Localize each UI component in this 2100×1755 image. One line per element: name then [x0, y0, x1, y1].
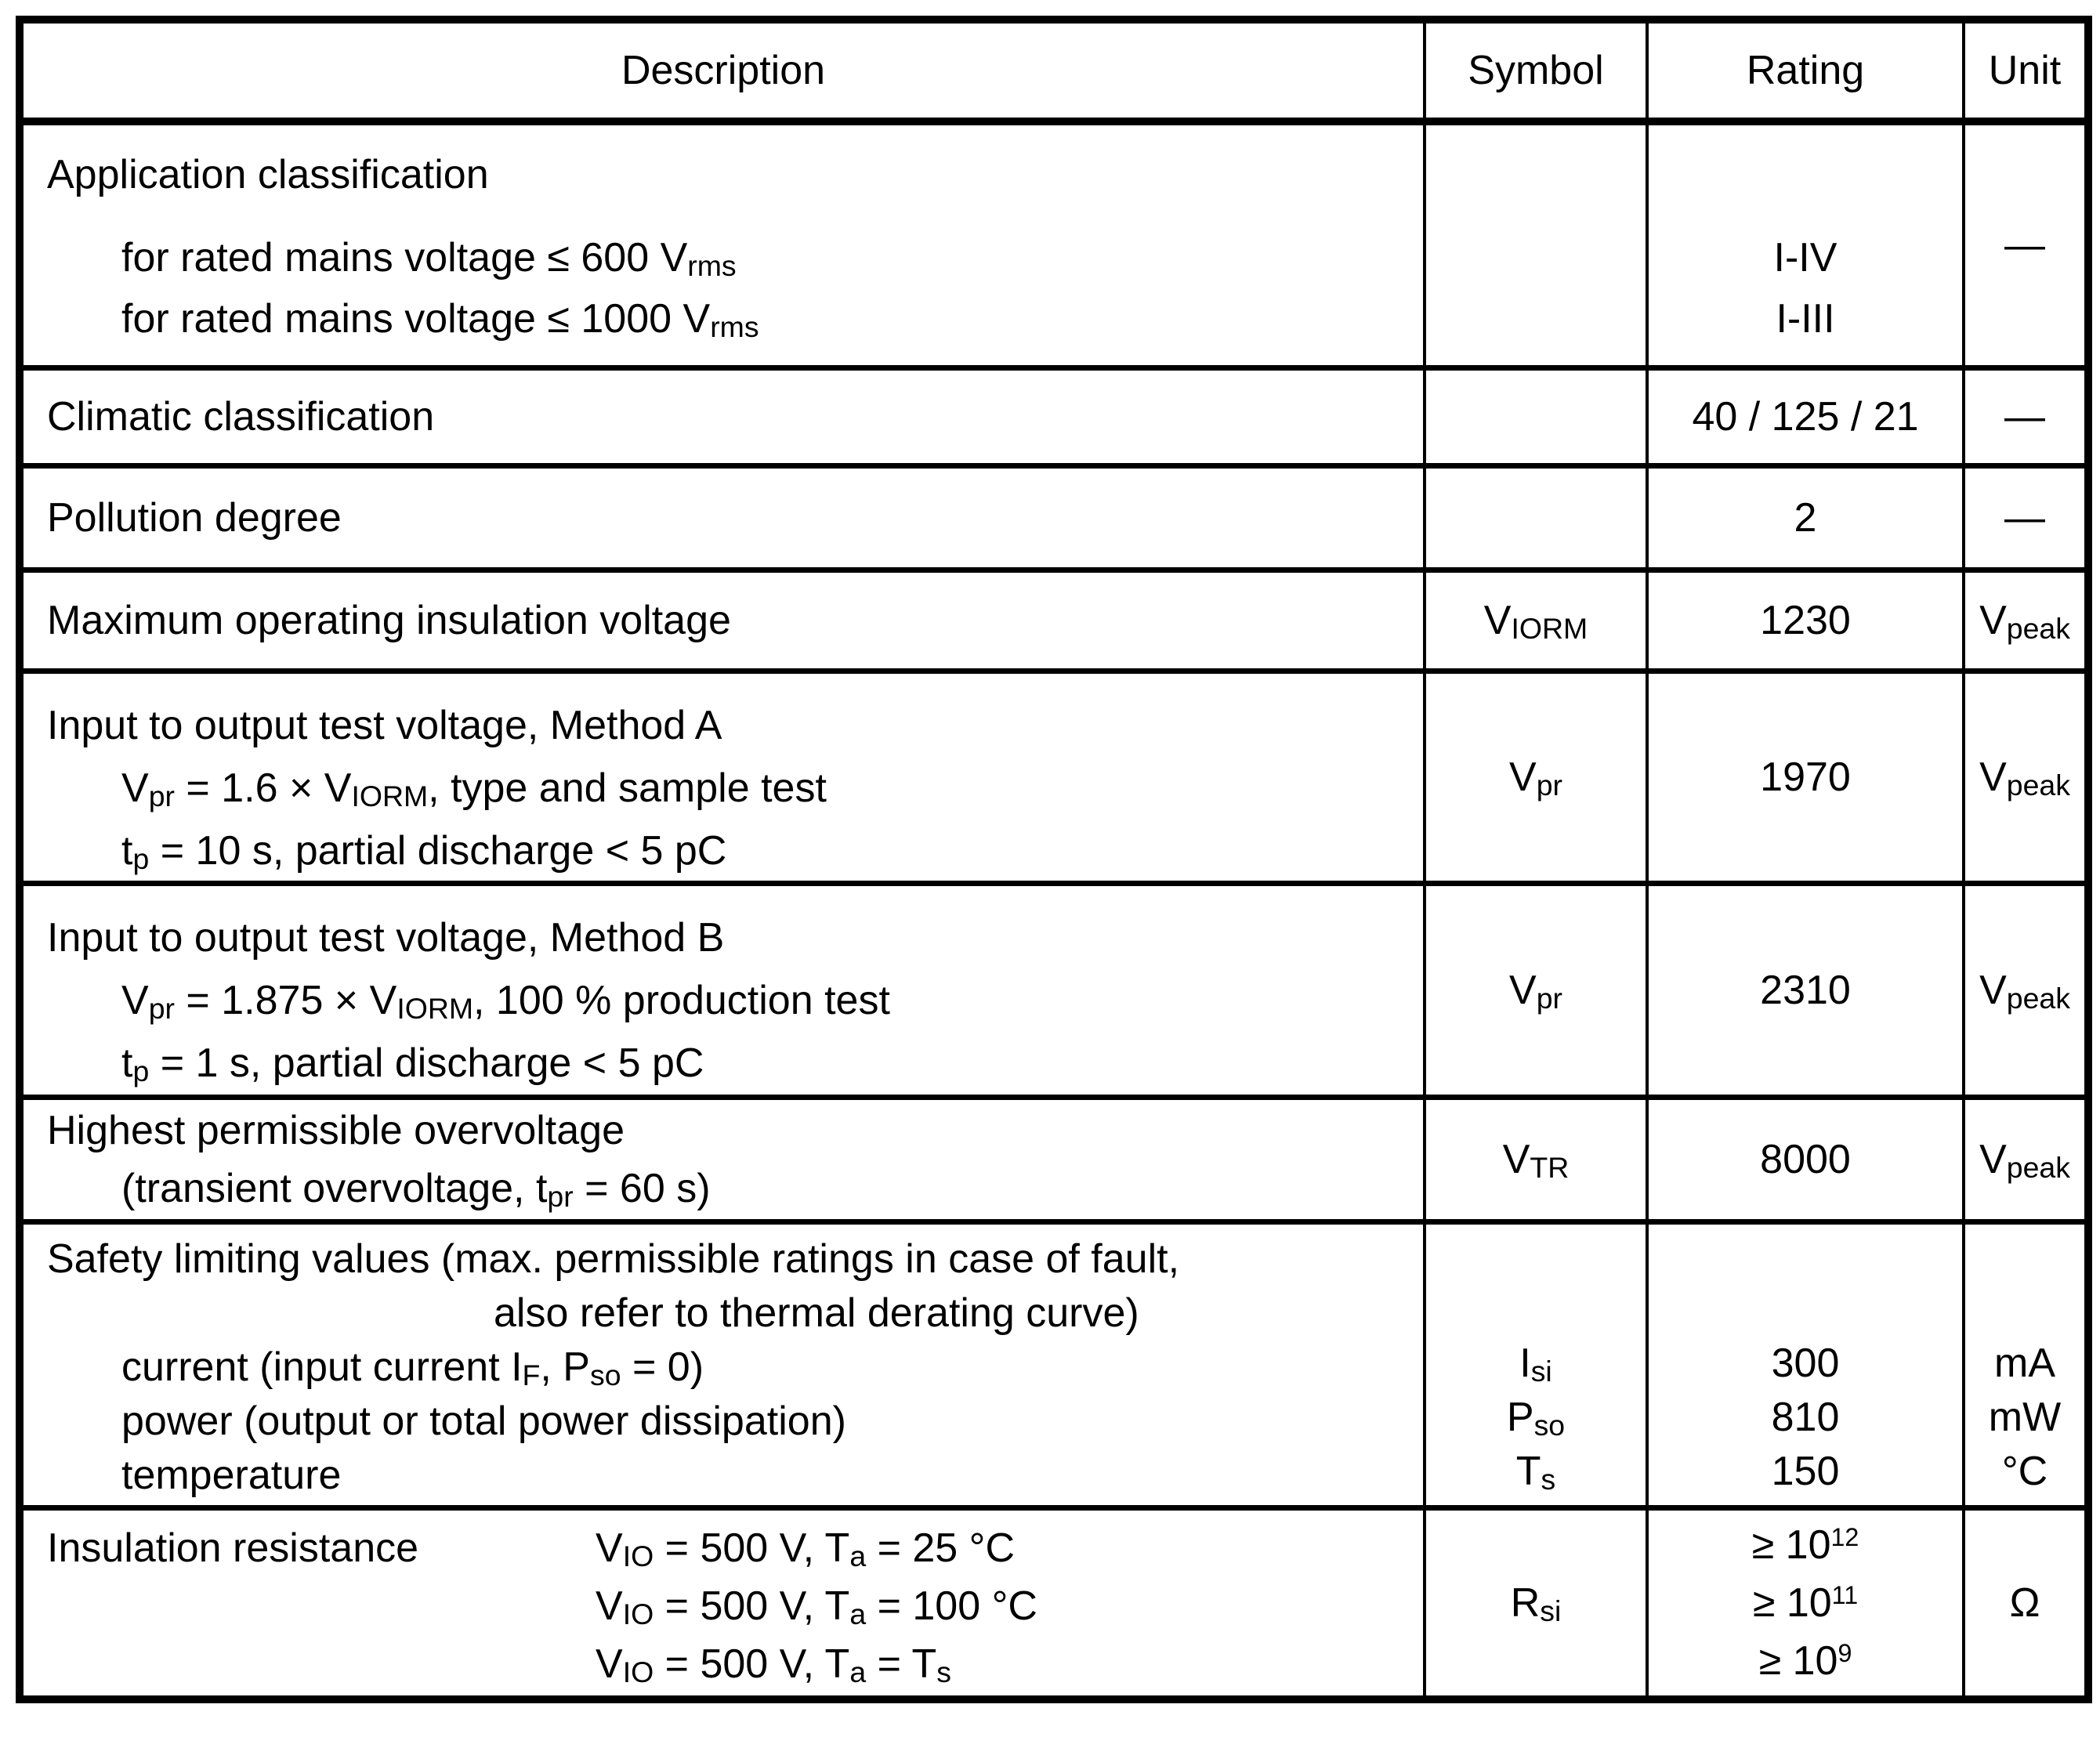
column-header-description	[20, 20, 1425, 121]
symbol-cell	[1425, 884, 1647, 1098]
symbol-value: $R_{si}$	[1510, 1580, 1562, 1627]
unit-cell	[1964, 884, 2088, 1098]
title-and-condition-line	[47, 1519, 1407, 1577]
rating-value: ≥ $10^{11}$	[1752, 1580, 1859, 1626]
condition-line: for rated mains voltage ≤ 1000 $V_{rms}$	[121, 296, 759, 343]
rating-value: ≥ $10^9$	[1758, 1638, 1852, 1684]
condition-line: $V_{pr} = 1.875 \times V_{IORM}$, 100 % production test	[121, 978, 890, 1025]
header-label: Description	[621, 48, 826, 93]
symbol-value: $I_{si}$	[1519, 1341, 1552, 1388]
unit-value: —	[2004, 223, 2045, 268]
condition-line: $V_{IO} = 500$ V, $T_a = 25$ °C	[596, 1525, 1016, 1572]
unit-value: $V_{peak}$	[1979, 1137, 2070, 1184]
table-row-insulation-resistance	[20, 1508, 2088, 1700]
row-title: Maximum operating insulation voltage	[47, 598, 731, 643]
table-row-test-voltage-method-b	[20, 884, 2088, 1098]
row-title: Highest permissible overvoltage	[47, 1108, 625, 1153]
item-line-power: power (output or total power dissipation)	[121, 1399, 846, 1444]
unit-value: °C	[2001, 1449, 2048, 1494]
insulation-ratings-table	[16, 16, 2092, 1703]
rating-value: ≥ $10^{12}$	[1751, 1522, 1859, 1568]
rating-value: I-III	[1776, 296, 1835, 342]
unit-value: —	[2004, 495, 2045, 541]
symbol-value: $T_s$	[1515, 1449, 1556, 1496]
symbol-cell	[1425, 121, 1647, 368]
rating-value: 150	[1771, 1449, 1840, 1494]
symbol-value: $P_{so}$	[1506, 1395, 1566, 1442]
item-line-temperature: temperature	[121, 1453, 342, 1498]
table-row-test-voltage-method-a	[20, 671, 2088, 884]
rating-cell	[1647, 671, 1964, 884]
condition-line: for rated mains voltage ≤ 600 $V_{rms}$	[121, 235, 737, 282]
row-title-continued: also refer to thermal derating curve)	[494, 1290, 1139, 1336]
unit-value: Ω	[2009, 1580, 2040, 1626]
description-cell	[20, 121, 1425, 368]
row-title: Input to output test voltage, Method B	[47, 915, 725, 961]
condition-line: $V_{IO} = 500$ V, $T_a = T_s$	[596, 1641, 951, 1688]
column-header-symbol	[1425, 20, 1647, 121]
rating-cell	[1647, 466, 1964, 570]
table-row-climatic-classification	[20, 368, 2088, 466]
rating-cell	[1647, 121, 1964, 368]
row-title: Input to output test voltage, Method A	[47, 703, 722, 748]
condition-line: $t_p = 10$ s, partial discharge < 5 pC	[121, 828, 727, 875]
column-header-rating	[1647, 20, 1964, 121]
column-header-unit	[1964, 20, 2088, 121]
row-title: Application classification	[47, 152, 489, 197]
symbol-value: $V_{TR}$	[1502, 1137, 1570, 1184]
row-title: Insulation resistance	[47, 1525, 419, 1571]
symbol-cell	[1425, 466, 1647, 570]
rating-value: 40 / 125 / 21	[1692, 394, 1919, 440]
rating-cell	[1647, 368, 1964, 466]
rating-cell	[1647, 1098, 1964, 1222]
description-cell	[20, 671, 1425, 884]
unit-cell	[1964, 368, 2088, 466]
rating-cell	[1647, 884, 1964, 1098]
rating-value: 2	[1794, 495, 1817, 541]
unit-value: $V_{peak}$	[1979, 754, 2070, 802]
item-line-current: current (input current $I_F$, $P_{so} = 0$)	[121, 1344, 704, 1391]
row-title: Safety limiting values (max. permissible ratings in case of fault,	[47, 1236, 1180, 1282]
rating-value: 8000	[1760, 1137, 1851, 1182]
unit-value: $V_{peak}$	[1979, 968, 2070, 1015]
description-cell	[20, 1222, 1425, 1508]
symbol-cell	[1425, 671, 1647, 884]
unit-cell	[1964, 1098, 2088, 1222]
unit-value: mA	[1994, 1341, 2055, 1386]
rating-value: 2310	[1760, 968, 1851, 1013]
header-label: Rating	[1746, 48, 1865, 93]
row-title: Pollution degree	[47, 495, 342, 541]
condition-line: (transient overvoltage, $t_{pr} = 60$ s)	[121, 1166, 711, 1213]
rating-cell	[1647, 1222, 1964, 1508]
unit-cell	[1964, 570, 2088, 671]
unit-cell	[1964, 121, 2088, 368]
symbol-value: $V_{pr}$	[1509, 754, 1562, 802]
unit-value: $V_{peak}$	[1979, 598, 2070, 645]
description-cell	[20, 1508, 1425, 1700]
description-cell	[20, 466, 1425, 570]
table-row-highest-permissible-overvoltage	[20, 1098, 2088, 1222]
symbol-cell	[1425, 570, 1647, 671]
table-row-application-classification	[20, 121, 2088, 368]
symbol-cell	[1425, 1222, 1647, 1508]
rating-cell	[1647, 1508, 1964, 1700]
unit-cell	[1964, 1222, 2088, 1508]
unit-value: mW	[1988, 1395, 2062, 1440]
rating-value: 1230	[1760, 598, 1851, 643]
description-cell	[20, 884, 1425, 1098]
header-label: Symbol	[1468, 48, 1604, 93]
spacer	[47, 205, 1407, 227]
rating-value: I-IV	[1773, 235, 1838, 280]
condition-line: $V_{pr} = 1.6 \times V_{IORM}$, type and sample test	[121, 765, 827, 812]
symbol-cell	[1425, 1098, 1647, 1222]
unit-cell	[1964, 1508, 2088, 1700]
rating-cell	[1647, 570, 1964, 671]
row-title: Climatic classification	[47, 394, 435, 440]
rating-value: 1970	[1760, 754, 1851, 800]
table-row-max-operating-insulation-voltage	[20, 570, 2088, 671]
symbol-value: $V_{pr}$	[1509, 968, 1562, 1015]
description-cell	[20, 570, 1425, 671]
symbol-value: $V_{IORM}$	[1483, 598, 1588, 645]
symbol-cell	[1425, 368, 1647, 466]
unit-cell	[1964, 466, 2088, 570]
table-row-safety-limiting-values	[20, 1222, 2088, 1508]
table-row-pollution-degree	[20, 466, 2088, 570]
rating-value: 300	[1771, 1341, 1840, 1386]
condition-line: $V_{IO} = 500$ V, $T_a = 100$ °C	[596, 1583, 1037, 1630]
condition-line: $t_p = 1$ s, partial discharge < 5 pC	[121, 1040, 704, 1087]
symbol-cell	[1425, 1508, 1647, 1700]
rating-value: 810	[1771, 1395, 1840, 1440]
unit-cell	[1964, 671, 2088, 884]
description-cell	[20, 1098, 1425, 1222]
header-label: Unit	[1988, 48, 2062, 93]
unit-value: —	[2004, 394, 2045, 440]
header-row	[20, 20, 2088, 121]
description-cell	[20, 368, 1425, 466]
